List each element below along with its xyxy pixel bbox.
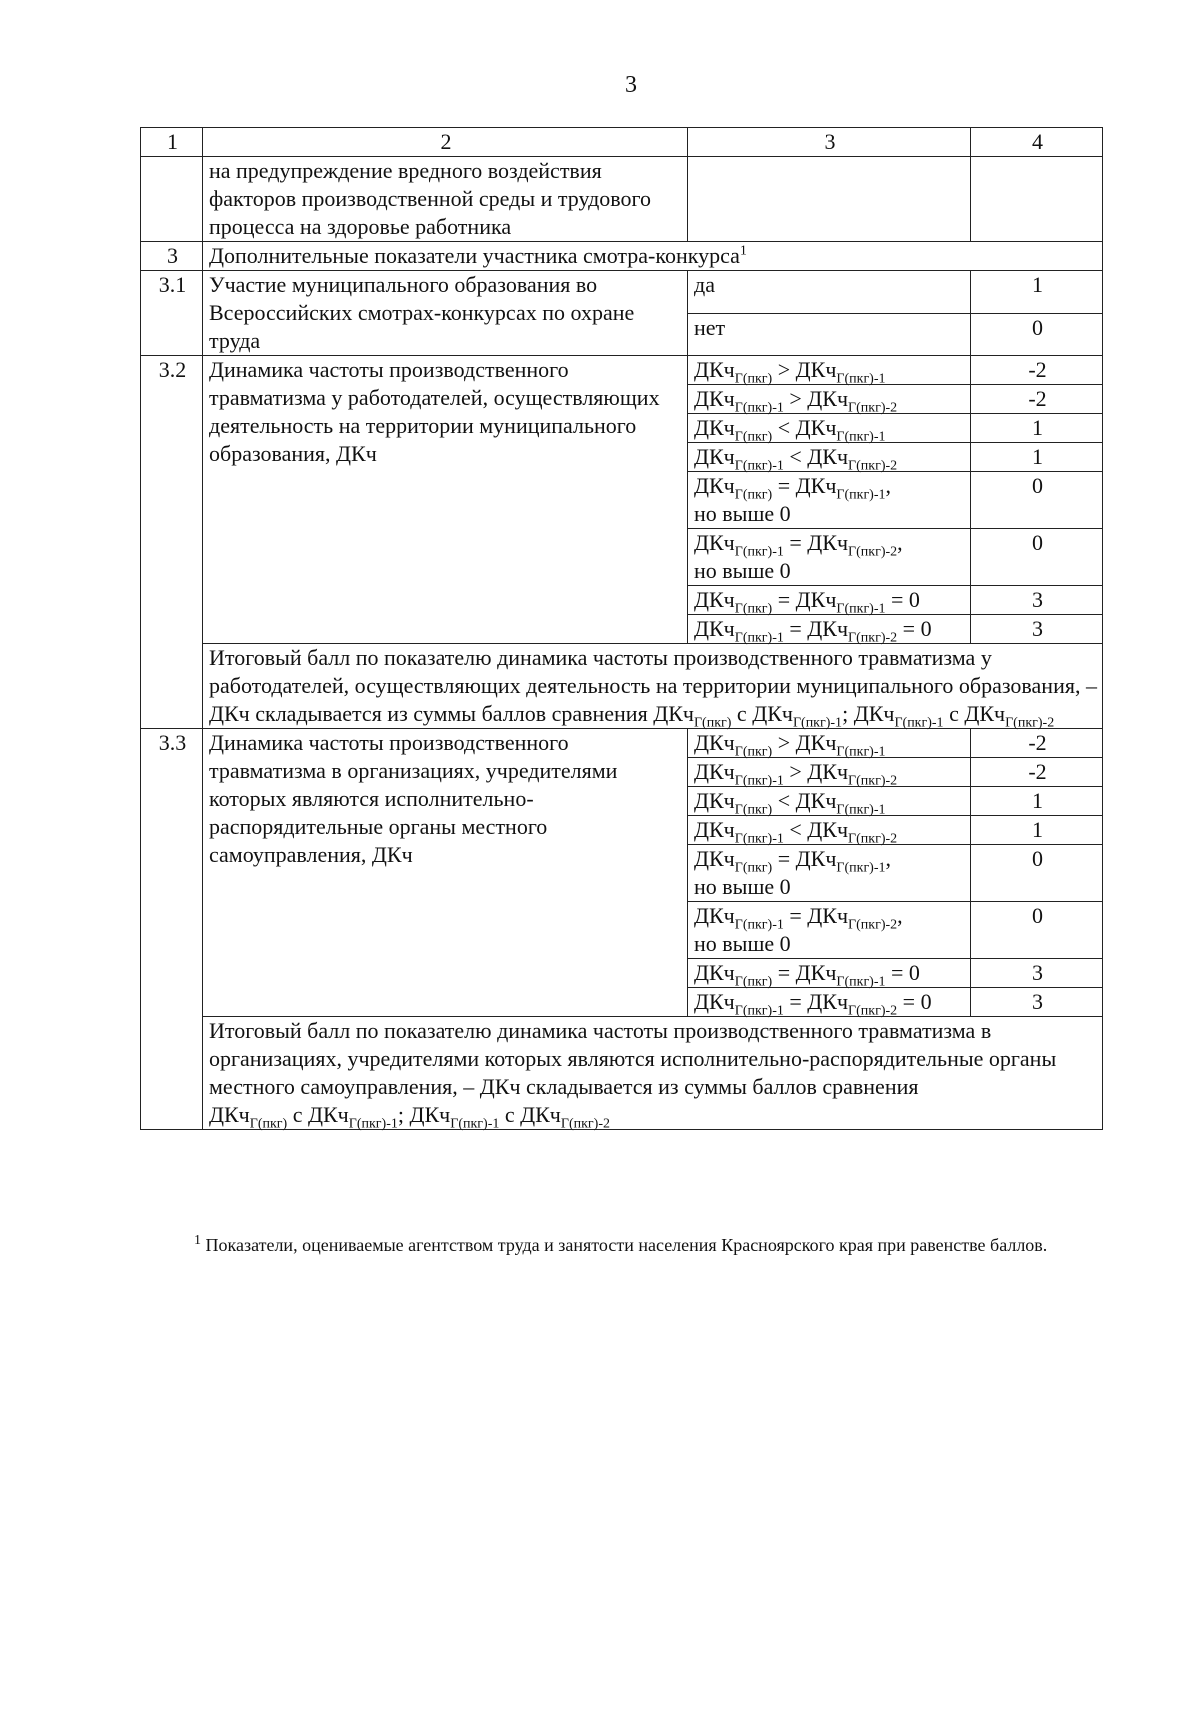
header-row	[141, 128, 1103, 157]
row-3-3-summary: Итоговый балл по показателю динамика частоты производственного травматизма в организациях, учредителями которых являются исполнительно-распорядительные органы местного самоуправления, – ДКч складывается из суммы баллов сравнения ДКч$_{Г(пкг)}$ с ДКч$_{Г(пкг)-1}$; ДКч$_{Г(пкг)-1}$ с ДКч$_{Г(пкг)-2}$	[203, 1017, 1103, 1130]
option-no-score: 0	[971, 313, 1103, 356]
footnote-mark: 1	[194, 1233, 201, 1248]
header-col-4: 4	[971, 128, 1103, 157]
header-col-1: 1	[141, 128, 203, 157]
score: -2	[971, 758, 1103, 787]
footnote-ref: 1	[739, 243, 747, 259]
score: -2	[971, 385, 1103, 414]
continued-text: на предупреждение вредного воздействия факторов производственной среды и трудового процесса на здоровье работника	[203, 157, 688, 242]
condition: ДКч$_{Г(пкг)-1}$ > ДКч$_{Г(пкг)-2}$	[688, 385, 971, 414]
score: 1	[971, 414, 1103, 443]
page-number: 3	[625, 72, 637, 98]
row-3-1-text: Участие муниципального образования во Всероссийских смотрах-конкурсах по охране труда	[203, 271, 688, 356]
option-yes: да	[688, 271, 971, 314]
condition: ДКч$_{Г(пкг)}$ > ДКч$_{Г(пкг)-1}$	[688, 729, 971, 758]
condition: ДКч$_{Г(пкг)}$ > ДКч$_{Г(пкг)-1}$	[688, 356, 971, 385]
condition: ДКч$_{Г(пкг)}$ < ДКч$_{Г(пкг)-1}$	[688, 414, 971, 443]
row-3-2-text: Динамика частоты производственного травматизма у работодателей, осуществляющих деятельность на территории муниципального образования, ДКч	[203, 356, 688, 644]
condition: ДКч$_{Г(пкг)}$ = ДКч$_{Г(пкг)-1}$, но выше 0	[688, 472, 971, 529]
row-3-3-num: 3.3	[141, 729, 203, 1130]
condition: ДКч$_{Г(пкг)}$ = ДКч$_{Г(пкг)-1}$, но выше 0	[688, 845, 971, 902]
condition: ДКч$_{Г(пкг)-1}$ = ДКч$_{Г(пкг)-2}$ = 0	[688, 615, 971, 644]
continued-num	[141, 157, 203, 242]
option-yes-score: 1	[971, 271, 1103, 314]
footnote	[140, 1232, 1115, 1258]
footnote-text: Показатели, оцениваемые агентством труда и занятости населения Красноярского края при равенстве баллов.	[201, 1235, 1048, 1255]
condition: ДКч$_{Г(пкг)-1}$ > ДКч$_{Г(пкг)-2}$	[688, 758, 971, 787]
score: 3	[971, 959, 1103, 988]
score: 0	[971, 529, 1103, 586]
condition: ДКч$_{Г(пкг)-1}$ = ДКч$_{Г(пкг)-2}$, но выше 0	[688, 902, 971, 959]
score: -2	[971, 356, 1103, 385]
score: 1	[971, 816, 1103, 845]
score: 0	[971, 902, 1103, 959]
section-3-row	[141, 242, 1103, 271]
section-3-title: Дополнительные показатели участника смотра-конкурса$^1$	[203, 242, 1103, 271]
header-col-3: 3	[688, 128, 971, 157]
continued-row	[141, 157, 1103, 242]
condition: ДКч$_{Г(пкг)-1}$ < ДКч$_{Г(пкг)-2}$	[688, 443, 971, 472]
condition: ДКч$_{Г(пкг)}$ = ДКч$_{Г(пкг)-1}$ = 0	[688, 586, 971, 615]
option-no: нет	[688, 313, 971, 356]
section-3-num: 3	[141, 242, 203, 271]
score: -2	[971, 729, 1103, 758]
condition: ДКч$_{Г(пкг)-1}$ = ДКч$_{Г(пкг)-2}$, но выше 0	[688, 529, 971, 586]
condition: ДКч$_{Г(пкг)}$ = ДКч$_{Г(пкг)-1}$ = 0	[688, 959, 971, 988]
condition: ДКч$_{Г(пкг)}$ < ДКч$_{Г(пкг)-1}$	[688, 787, 971, 816]
row-3-1-a	[141, 271, 1103, 314]
row-3-2-summary: Итоговый балл по показателю динамика частоты производственного травматизма у работодателей, осуществляющих деятельность на территории муниципального образования, – ДКч складывается из суммы баллов сравнения ДКч$_{Г(пкг)}$ с ДКч$_{Г(пкг)-1}$; ДКч$_{Г(пкг)-1}$ с ДКч$_{Г(пкг)-2}$	[203, 644, 1103, 729]
score: 0	[971, 472, 1103, 529]
row-3-2-num: 3.2	[141, 356, 203, 729]
row-3-3-text: Динамика частоты производственного травматизма в организациях, учредителями которых являются исполнительно-распорядительные органы местного самоуправления, ДКч	[203, 729, 688, 1017]
condition: ДКч$_{Г(пкг)-1}$ = ДКч$_{Г(пкг)-2}$ = 0	[688, 988, 971, 1017]
score: 3	[971, 586, 1103, 615]
score: 1	[971, 787, 1103, 816]
score: 3	[971, 615, 1103, 644]
header-col-2: 2	[203, 128, 688, 157]
row-3-1-num: 3.1	[141, 271, 203, 356]
score: 1	[971, 443, 1103, 472]
score: 3	[971, 988, 1103, 1017]
indicators-table	[140, 127, 1103, 1130]
score: 0	[971, 845, 1103, 902]
condition: ДКч$_{Г(пкг)-1}$ < ДКч$_{Г(пкг)-2}$	[688, 816, 971, 845]
